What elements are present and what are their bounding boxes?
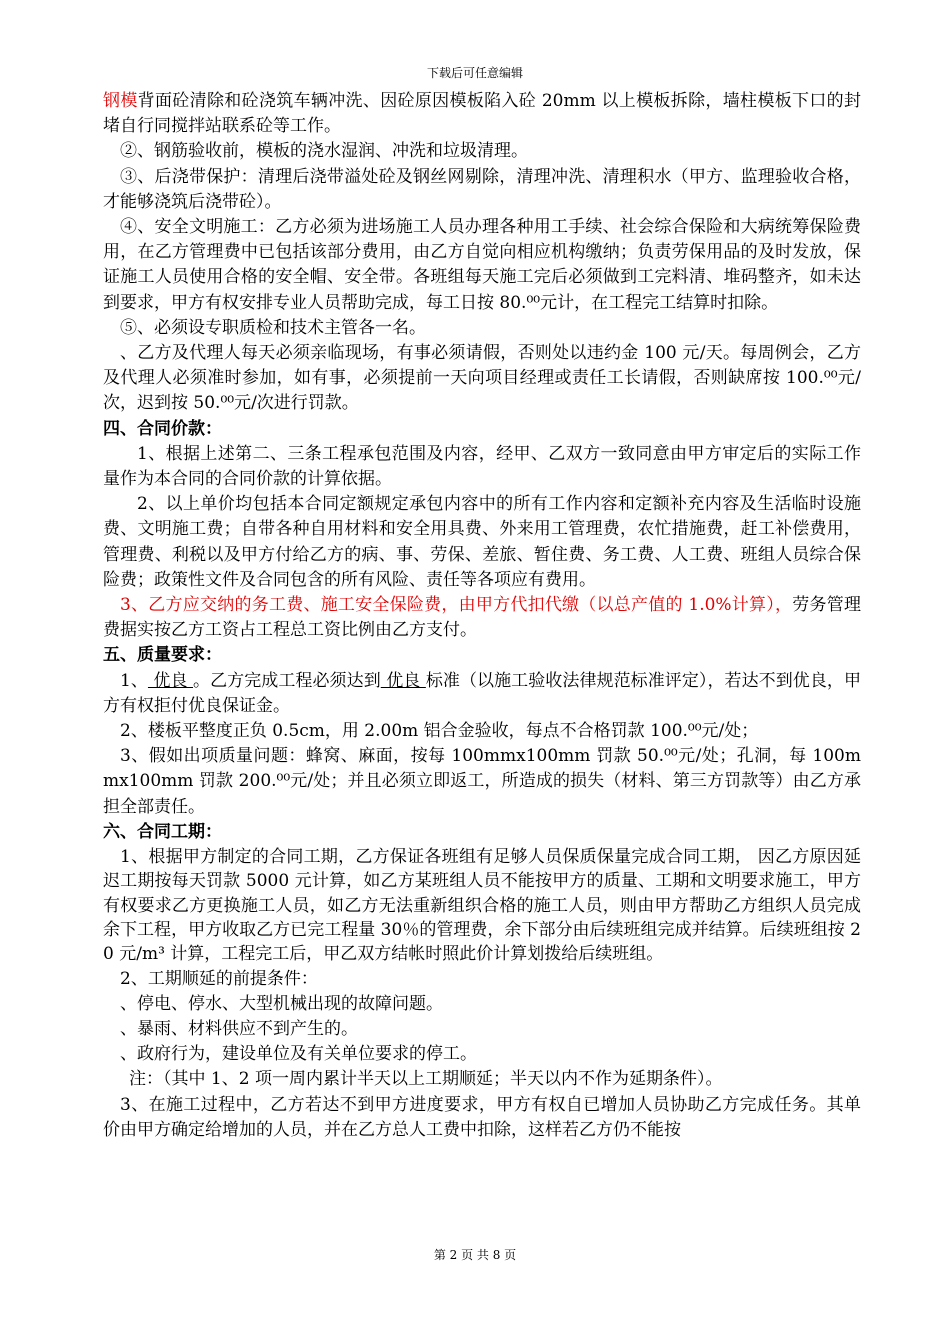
section-heading: 五、质量要求： xyxy=(103,645,222,666)
paragraph: 、政府行为，建设单位及有关单位要求的停工。 xyxy=(120,1044,477,1065)
paragraph: ③、后浇带保护：清理后浇带溢处砼及钢丝网剔除，清理冲洗、清理积水（甲方、监理验收合格，才能够浇筑后浇带砼）。 xyxy=(103,166,861,212)
highlighted-clause: 3、乙方应交纳的务工费、施工安全保险费，由甲方代扣代缴（以总产值的 1.0%计算）， xyxy=(120,595,793,616)
paragraph: 1、根据上述第二、三条工程承包范围及内容，经甲、乙双方一致同意由甲方审定后的实际工作量作为本合同的合同价款的计算依据。 xyxy=(103,443,861,490)
highlighted-term: 钢模 xyxy=(103,91,138,111)
underlined-grade: 优良 xyxy=(147,670,194,691)
paragraph: 注：（其中 1、2 项一周内累计半天以上工期顺延；半天以内不作为延期条件）。 xyxy=(129,1069,723,1090)
paragraph: 2、以上单价均包括本合同定额规定承包内容中的所有工作内容和定额补充内容及生活临时设施费、文明施工费；自带各种自用材料和安全用具费、外来用工管理费，农忙措施费，赶工补偿费用，管理费、利税以及甲方付给乙方的病、事、劳保、差旅、暂住费、务工费、人工费、班组人员综合保险费；政策性文件及合同包含的所有风险、责任等各项应有费用。 xyxy=(103,494,861,590)
section-heading: 六、合同工期： xyxy=(103,821,222,842)
page-header: 下载后可任意编辑 xyxy=(426,66,523,80)
paragraph: 3、乙方应交纳的务工费、施工安全保险费，由甲方代扣代缴（以总产值的 1.0%计算），劳务管理费据实按乙方工资占工程总工资比例由乙方支付。 xyxy=(103,595,861,641)
page-footer: 第 2 页 共 8 页 xyxy=(433,1248,517,1262)
paragraph: 1、 优良 。乙方完成工程必须达到 优良 标准（以施工验收法律规范标准评定），若达不到优良，甲方有权拒付优良保证金。 xyxy=(103,670,861,716)
paragraph: 、停电、停水、大型机械出现的故障问题。 xyxy=(120,993,443,1014)
paragraph: 1、根据甲方制定的合同工期，乙方保证各班组有足够人员保质保量完成合同工期， 因乙方原因延迟工期按每天罚款 5000 元计算，如乙方某班组人员不能按甲方的质量、工期和文明要求施工，甲方有权要求乙方更换施工人员，如乙方无法重新组织合格的施工人员，则由甲方帮助乙方组织人员完成余下工程，甲方收取乙方已完工程量 30％的管理费，余下部分由后续班组完成并结算。后续班组按 20 元/m³ 计算，工程完工后，甲乙双方结帐时照此价计算划拨给后续班组。 xyxy=(103,847,861,965)
paragraph: 2、楼板平整度正负 0.5cm，用 2.00m 铝合金验收，每点不合格罚款 100.⁰⁰元/处； xyxy=(120,721,759,742)
paragraph: ②、钢筋验收前，模板的浇水湿润、冲洗和垃圾清理。 xyxy=(120,141,528,162)
paragraph: 、暴雨、材料供应不到产生的。 xyxy=(120,1018,358,1039)
paragraph: 3、假如出项质量问题：蜂窝、麻面，按每 100mmx100mm 罚款 50.⁰⁰元/处；孔洞，每 100mmx100mm 罚款 200.⁰⁰元/处；并且必须立即返工，所造成的损失（材料、第三方罚款等）由乙方承担全部责任。 xyxy=(103,746,861,817)
paragraph: 3、在施工过程中，乙方若达不到甲方进度要求，甲方有权自已增加人员协助乙方完成任务。其单价由甲方确定给增加的人员，并在乙方总人工费中扣除，这样若乙方仍不能按 xyxy=(103,1094,861,1140)
paragraph: 、乙方及代理人每天必须亲临现场，有事必须请假，否则处以违约金 100 元/天。每周例会，乙方及代理人必须准时参加，如有事，必须提前一天向项目经理或责任工长请假，否则缺席按 100.⁰⁰元/次，迟到按 50.⁰⁰元/次进行罚款。 xyxy=(103,343,861,414)
paragraph: 2、工期顺延的前提条件： xyxy=(120,968,318,989)
section-heading: 四、合同价款： xyxy=(103,418,222,439)
paragraph: 钢模背面砼清除和砼浇筑车辆冲洗、因砼原因模板陷入砼 20mm 以上模板拆除，墙柱模板下口的封堵自行同搅拌站联系砼等工作。 xyxy=(103,91,861,137)
paragraph: ④、安全文明施工：乙方必须为进场施工人员办理各种用工手续、社会综合保险和大病统筹保险费用，在乙方管理费中已包括该部分费用，由乙方自觉向相应机构缴纳；负责劳保用品的及时发放，保证施工人员使用合格的安全帽、安全带。各班组每天施工完后必须做到工完料清、堆码整齐，如未达到要求，甲方有权安排专业人员帮助完成，每工日按 80.⁰⁰元计，在工程完工结算时扣除。 xyxy=(103,217,861,313)
underlined-grade: 优良 xyxy=(380,670,426,691)
document-body xyxy=(103,89,861,1143)
paragraph: ⑤、必须设专职质检和技术主管各一名。 xyxy=(120,317,426,338)
